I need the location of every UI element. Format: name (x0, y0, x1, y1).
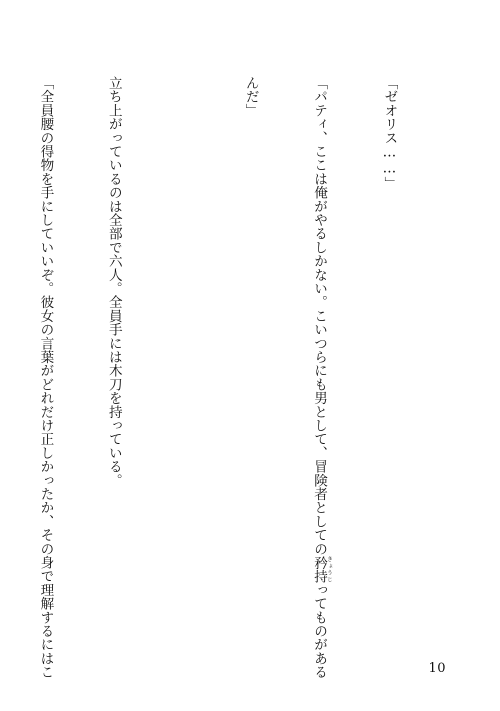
text-line-4: 立ち上がっているのは全部で六人。全員手には木刀を持っている。 (105, 76, 122, 487)
text-line-1: 「ゼオリス……」 (381, 76, 398, 191)
text-line-3: んだ」 (242, 76, 259, 118)
ruby-kyouji: 矜持 きょうじ (311, 555, 333, 583)
paragraph-gap (170, 76, 193, 638)
page-number: 10 (428, 661, 446, 676)
text-line-2-part-b: ってものがある (311, 582, 328, 679)
text-line-2-part-a: 「パティ、ここは俺がやるしかない。こいつらにも男として、冒険者としての (311, 76, 328, 556)
text-line-2 (307, 76, 333, 679)
text-line-5: 「全員腰の得物を手にしていいぞ。彼女の言葉がどれだけ正しかったか、その身で理解するにはこ (37, 76, 54, 679)
